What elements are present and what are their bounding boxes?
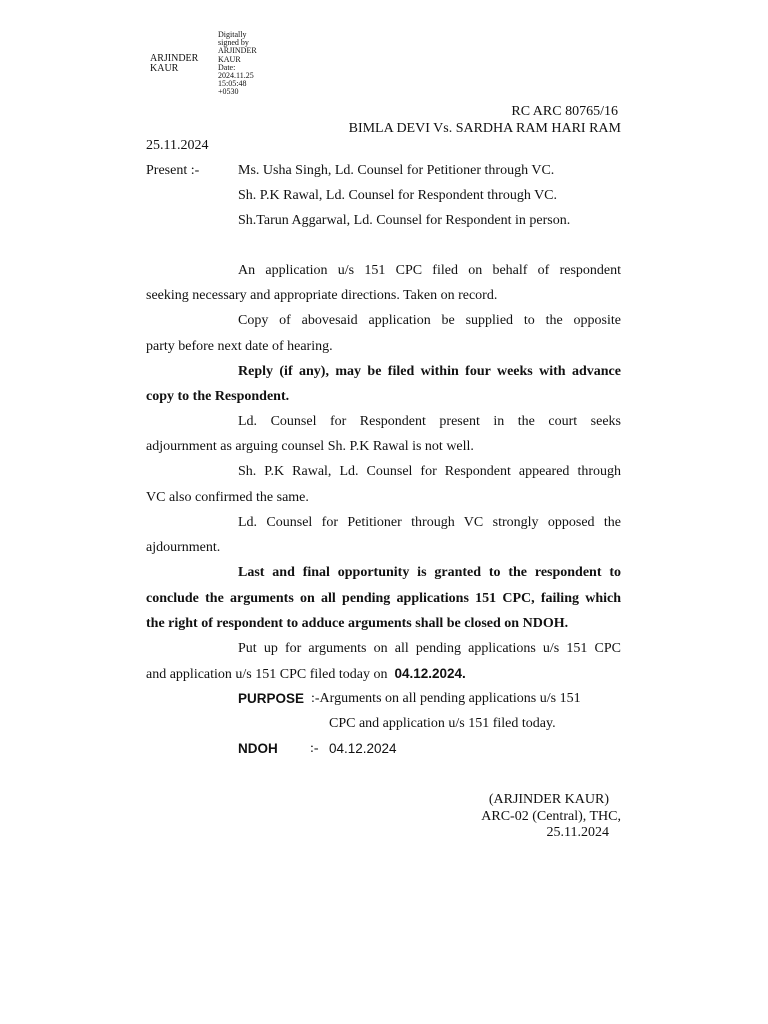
- paragraph-line-bold: conclude the arguments on all pending applications 151 CPC, failing which: [146, 591, 621, 606]
- signature-detail-line: +0530: [218, 87, 239, 97]
- paragraph-text: and application u/s 151 CPC filed today on: [146, 667, 388, 682]
- case-parties: BIMLA DEVI Vs. SARDHA RAM HARI RAM: [348, 121, 621, 136]
- paragraph-line: seeking necessary and appropriate directions. Taken on record.: [146, 288, 498, 303]
- signature-detail-line: 15:05:48: [218, 79, 247, 89]
- signature-details: [218, 31, 257, 97]
- present-line: Sh. P.K Rawal, Ld. Counsel for Respondent through VC.: [238, 188, 558, 203]
- present-line: Ms. Usha Singh, Ld. Counsel for Petitioner through VC.: [238, 163, 555, 178]
- next-hearing-date: 04.12.2024.: [394, 666, 466, 681]
- paragraph-line-bold: copy to the Respondent.: [146, 389, 290, 404]
- paragraph-line: adjournment as arguing counsel Sh. P.K Rawal is not well.: [146, 439, 474, 454]
- paragraph-line: ajdournment.: [146, 540, 221, 555]
- ndoh-label: NDOH: [238, 741, 278, 756]
- paragraph-line-bold: Reply (if any), may be filed within four weeks with advance: [238, 364, 621, 379]
- purpose-label: PURPOSE: [238, 691, 305, 706]
- signature-detail-line: 2024.11.25: [218, 71, 254, 81]
- signature-name-line: KAUR: [150, 63, 179, 74]
- paragraph-line-bold: Last and final opportunity is granted to the respondent to: [238, 565, 621, 580]
- paragraph-line: Copy of abovesaid application be supplied to the opposite: [238, 313, 621, 328]
- order-date: 25.11.2024: [146, 138, 209, 153]
- signature-name-line: ARJINDER: [150, 53, 199, 64]
- signature-name: [150, 54, 198, 74]
- ndoh-date: 04.12.2024: [329, 741, 397, 756]
- signature-detail-line: signed by: [218, 38, 249, 48]
- footer-date: 25.11.2024: [546, 825, 609, 840]
- paragraph-line: Put up for arguments on all pending applications u/s 151 CPC: [238, 641, 621, 656]
- present-line: Sh.Tarun Aggarwal, Ld. Counsel for Respondent in person.: [238, 213, 571, 228]
- judge-designation: ARC-02 (Central), THC,: [481, 809, 621, 824]
- present-label: Present :-: [146, 163, 200, 178]
- judge-name: (ARJINDER KAUR): [488, 792, 609, 807]
- case-number: RC ARC 80765/16: [511, 104, 618, 119]
- paragraph-line: Ld. Counsel for Respondent present in the court seeks: [238, 414, 621, 429]
- paragraph-line: [146, 666, 466, 683]
- paragraph-line: An application u/s 151 CPC filed on behalf of respondent: [238, 263, 621, 278]
- paragraph-line: party before next date of hearing.: [146, 339, 333, 354]
- signature-detail-line: KAUR: [218, 54, 241, 64]
- signature-detail-line: ARJINDER: [218, 46, 257, 56]
- signature-detail-line: Date:: [218, 62, 236, 72]
- purpose-text: CPC and application u/s 151 filed today.: [329, 716, 556, 731]
- purpose-text: :-Arguments on all pending applications u/s 151: [311, 691, 581, 706]
- ndoh-separator: :-: [310, 741, 319, 756]
- paragraph-line-bold: the right of respondent to adduce arguments shall be closed on NDOH.: [146, 616, 569, 631]
- paragraph-line: Sh. P.K Rawal, Ld. Counsel for Respondent appeared through: [238, 464, 621, 479]
- signature-detail-line: Digitally: [218, 30, 247, 39]
- paragraph-line: Ld. Counsel for Petitioner through VC strongly opposed the: [238, 515, 621, 530]
- paragraph-line: VC also confirmed the same.: [146, 490, 309, 505]
